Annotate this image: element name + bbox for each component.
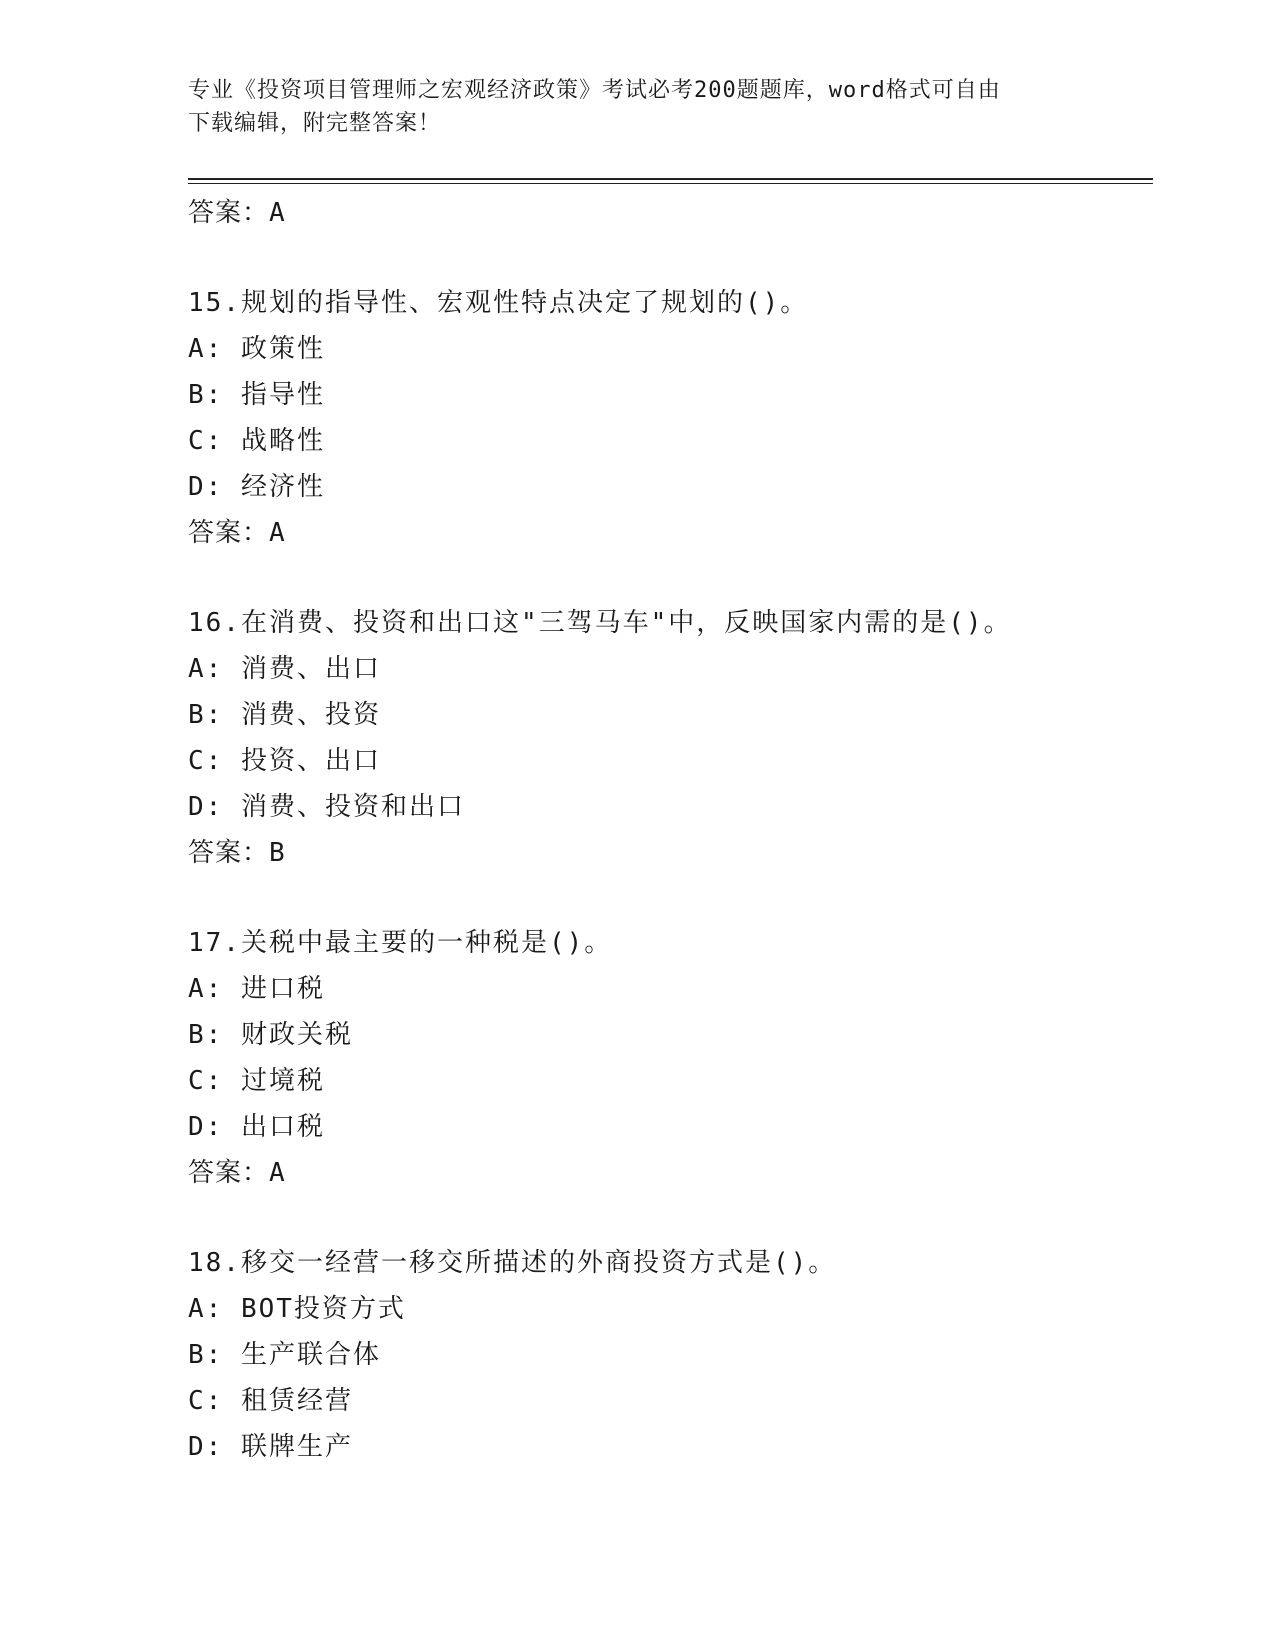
- question-block: [188, 280, 1148, 556]
- question-block: [188, 920, 1148, 1196]
- option-d: D: 经济性: [188, 472, 325, 502]
- option-d: D: 出口税: [188, 1112, 325, 1142]
- option-d: D: 消费、投资和出口: [188, 792, 465, 822]
- answer-line: 答案：B: [188, 838, 286, 868]
- option-b: B: 指导性: [188, 380, 325, 410]
- option-b: B: 消费、投资: [188, 700, 381, 730]
- question-stem: 18.移交一经营一移交所描述的外商投资方式是()。: [188, 1248, 837, 1278]
- header-rule-thin: [188, 183, 1153, 184]
- option-d: D: 联牌生产: [188, 1432, 353, 1462]
- answer-line: 答案：A: [188, 518, 286, 548]
- option-c: C: 租赁经营: [188, 1386, 353, 1416]
- question-list: [188, 190, 1148, 1470]
- option-a: A: 政策性: [188, 334, 325, 364]
- header-rule-thick: [188, 178, 1153, 180]
- question-stem: 17.关税中最主要的一种税是()。: [188, 928, 613, 958]
- option-a: A: 进口税: [188, 974, 325, 1004]
- option-a: A: BOT投资方式: [188, 1294, 406, 1324]
- question-block: [188, 1240, 1148, 1470]
- option-c: C: 战略性: [188, 426, 325, 456]
- header-line-2: 下载编辑，附完整答案！: [188, 111, 442, 136]
- option-a: A: 消费、出口: [188, 654, 381, 684]
- document-header: [188, 74, 1088, 140]
- option-c: C: 投资、出口: [188, 746, 381, 776]
- question-stem: 16.在消费、投资和出口这"三驾马车"中，反映国家内需的是()。: [188, 608, 1012, 638]
- header-line-1: 专业《投资项目管理师之宏观经济政策》考试必考200题题库，word格式可自由: [188, 78, 1001, 103]
- question-block: [188, 600, 1148, 876]
- option-b: B: 生产联合体: [188, 1340, 381, 1370]
- question-stem: 15.规划的指导性、宏观性特点决定了规划的()。: [188, 288, 809, 318]
- answer-line: 答案：A: [188, 1158, 286, 1188]
- option-c: C: 过境税: [188, 1066, 325, 1096]
- answer-line: 答案：A: [188, 198, 286, 228]
- option-b: B: 财政关税: [188, 1020, 353, 1050]
